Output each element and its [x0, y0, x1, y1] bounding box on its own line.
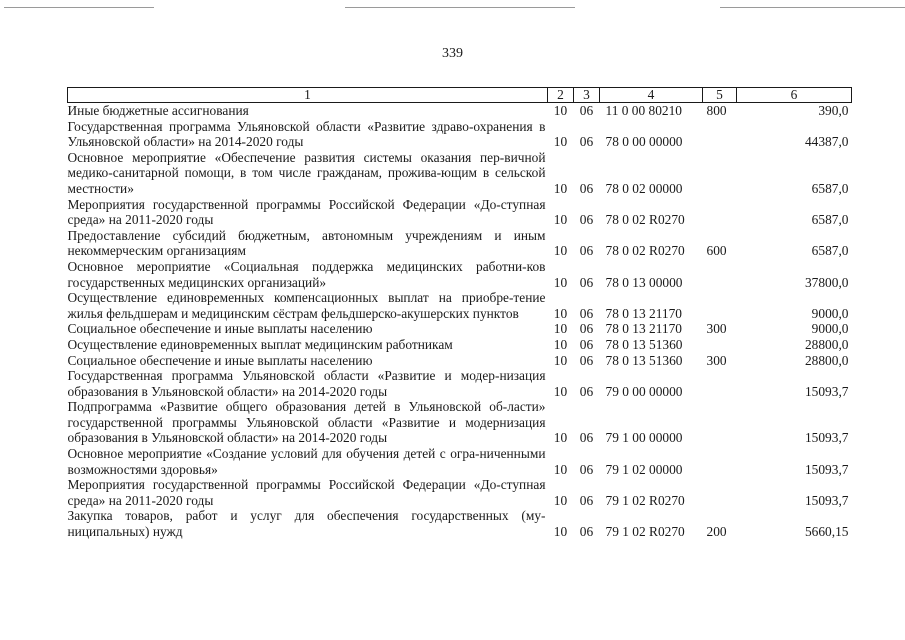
cell-name: Мероприятия государственной программы Российской Федерации «До-ступная среда» на 2011-2020 годы — [67, 196, 546, 228]
cell-target-code: 79 1 02 00000 — [605, 461, 683, 477]
cell-target-code: 78 0 13 21170 — [605, 305, 682, 321]
cell-amount: 15093,7 — [804, 430, 849, 446]
cell-expense-type — [703, 119, 737, 150]
cell-expense-type: 800 — [706, 103, 727, 118]
header-col-4: 4 — [600, 88, 703, 103]
cell-amount: 390,0 — [818, 103, 849, 118]
cell-name: Закупка товаров, работ и услуг для обеспечения государственных (му-ниципальных) нужд — [67, 508, 546, 540]
table-row — [68, 446, 852, 477]
cell-section: 10 — [553, 180, 568, 196]
table-row — [68, 228, 852, 259]
cell-section: 10 — [553, 321, 568, 337]
cell-subsection: 06 — [579, 492, 594, 508]
cell-amount: 15093,7 — [804, 461, 849, 477]
cell-expense-type: 600 — [706, 243, 727, 259]
table-row — [68, 197, 852, 228]
cell-target-code: 78 0 02 R0270 — [605, 243, 685, 259]
cell-name: Основное мероприятие «Социальная поддержка медицинских работни-ков государственных медицинских организаций» — [67, 258, 546, 290]
cell-name: Мероприятия государственной программы Российской Федерации «До-ступная среда» на 2011-2020 годы — [67, 477, 546, 508]
cell-name: Осуществление единовременных выплат медицинским работникам — [67, 336, 453, 352]
cell-section: 10 — [553, 212, 568, 228]
cell-section: 10 — [553, 305, 568, 321]
cell-subsection: 06 — [579, 134, 594, 150]
cell-amount: 15093,7 — [804, 383, 849, 399]
table-row — [68, 353, 852, 369]
cell-expense-type: 200 — [706, 524, 727, 540]
cell-subsection: 06 — [579, 305, 594, 321]
cell-name: Иные бюджетные ассигнования — [67, 103, 249, 118]
cell-amount: 28800,0 — [804, 352, 849, 368]
cell-subsection: 06 — [579, 430, 594, 446]
cell-name: Социальное обеспечение и иные выплаты населению — [67, 321, 373, 337]
cell-expense-type — [703, 337, 737, 353]
cell-section: 10 — [553, 430, 568, 446]
table-row — [68, 337, 852, 353]
cell-subsection: 06 — [579, 103, 594, 118]
cell-subsection: 06 — [579, 461, 594, 477]
table-row — [68, 399, 852, 446]
cell-amount: 9000,0 — [811, 321, 849, 337]
cell-subsection: 06 — [579, 212, 594, 228]
cell-amount: 37800,0 — [804, 274, 849, 290]
cell-name: Основное мероприятие «Создание условий для обучения детей с огра-ниченными возможностями здоровья» — [67, 446, 546, 477]
table-row — [68, 368, 852, 399]
table-body — [68, 103, 852, 540]
top-scan-rule-right — [720, 7, 905, 8]
header-col-5: 5 — [703, 88, 737, 103]
cell-amount: 5660,15 — [804, 524, 849, 540]
cell-expense-type — [703, 446, 737, 477]
header-col-6: 6 — [737, 88, 852, 103]
cell-expense-type — [703, 477, 737, 508]
cell-section: 10 — [553, 524, 568, 540]
cell-expense-type — [703, 197, 737, 228]
cell-section: 10 — [553, 274, 568, 290]
cell-section: 10 — [553, 461, 568, 477]
table-row — [68, 259, 852, 290]
table-row — [68, 508, 852, 539]
cell-target-code: 78 0 00 00000 — [605, 134, 683, 150]
cell-section: 10 — [553, 492, 568, 508]
cell-target-code: 78 0 13 21170 — [605, 321, 682, 337]
cell-expense-type — [703, 368, 737, 399]
cell-subsection: 06 — [579, 180, 594, 196]
cell-subsection: 06 — [579, 383, 594, 399]
cell-subsection: 06 — [579, 274, 594, 290]
cell-target-code: 79 1 02 R0270 — [605, 492, 685, 508]
cell-subsection: 06 — [579, 524, 594, 540]
cell-target-code: 79 0 00 00000 — [605, 383, 683, 399]
cell-target-code: 78 0 02 00000 — [605, 180, 683, 196]
cell-amount: 28800,0 — [804, 336, 849, 352]
table-row — [68, 321, 852, 337]
cell-name: Предоставление субсидий бюджетным, автономным учреждениям и иным некоммерческим организациям — [67, 227, 546, 259]
cell-expense-type — [703, 290, 737, 321]
cell-expense-type — [703, 150, 737, 197]
cell-target-code: 78 0 13 51360 — [605, 336, 683, 352]
cell-expense-type — [703, 259, 737, 290]
cell-section: 10 — [553, 336, 568, 352]
table-row — [68, 119, 852, 150]
cell-target-code: 79 1 02 R0270 — [605, 524, 685, 540]
cell-section: 10 — [553, 352, 568, 368]
header-col-3: 3 — [574, 88, 600, 103]
cell-subsection: 06 — [579, 336, 594, 352]
cell-expense-type — [703, 399, 737, 446]
top-scan-rule-left — [4, 7, 154, 8]
cell-amount: 6587,0 — [811, 180, 849, 196]
cell-amount: 6587,0 — [811, 212, 849, 228]
cell-amount: 44387,0 — [804, 134, 849, 150]
cell-name: Основное мероприятие «Обеспечение развития системы оказания пер-вичной медико-санитарной помощи, в том числе гражданам, прожива-ющим в сельской местности» — [67, 149, 546, 196]
cell-section: 10 — [553, 383, 568, 399]
cell-name: Государственная программа Ульяновской области «Развитие и модер-низация образования в Ульяновской области» на 2014-2020 годы — [67, 368, 546, 399]
cell-subsection: 06 — [579, 352, 594, 368]
header-col-1: 1 — [68, 88, 548, 103]
cell-section: 10 — [553, 243, 568, 259]
cell-name: Государственная программа Ульяновской области «Развитие здраво-охранения в Ульяновской области» на 2014-2020 годы — [67, 118, 546, 150]
page-number: 339 — [442, 46, 463, 61]
cell-expense-type: 300 — [706, 352, 727, 368]
cell-subsection: 06 — [579, 321, 594, 337]
cell-name: Осуществление единовременных компенсационных выплат на приобре-тение жилья фельдшерам и медицинским сёстрам фельдшерско-акушерских пунктов — [67, 290, 546, 321]
header-row — [68, 88, 852, 103]
cell-target-code: 78 0 13 51360 — [605, 352, 683, 368]
table-row — [68, 477, 852, 508]
cell-subsection: 06 — [579, 243, 594, 259]
table-row — [68, 103, 852, 119]
cell-amount: 9000,0 — [811, 305, 849, 321]
cell-target-code: 79 1 00 00000 — [605, 430, 683, 446]
cell-amount: 6587,0 — [811, 243, 849, 259]
cell-target-code: 11 0 00 80210 — [605, 103, 682, 118]
table-row — [68, 290, 852, 321]
cell-name: Подпрограмма «Развитие общего образования детей в Ульяновской об-ласти» государственной программы Ульяновской области «Развитие и модернизация образования в Ульяновской области» на 2014-2020 годы — [67, 399, 546, 446]
cell-expense-type: 300 — [706, 321, 727, 337]
header-col-2: 2 — [548, 88, 574, 103]
cell-target-code: 78 0 13 00000 — [605, 274, 683, 290]
cell-section: 10 — [553, 103, 568, 118]
table-row — [68, 150, 852, 197]
cell-target-code: 78 0 02 R0270 — [605, 212, 685, 228]
cell-name: Социальное обеспечение и иные выплаты населению — [67, 352, 373, 368]
cell-section: 10 — [553, 134, 568, 150]
top-scan-rule-center — [345, 7, 575, 8]
budget-table — [67, 87, 852, 540]
cell-amount: 15093,7 — [804, 492, 849, 508]
